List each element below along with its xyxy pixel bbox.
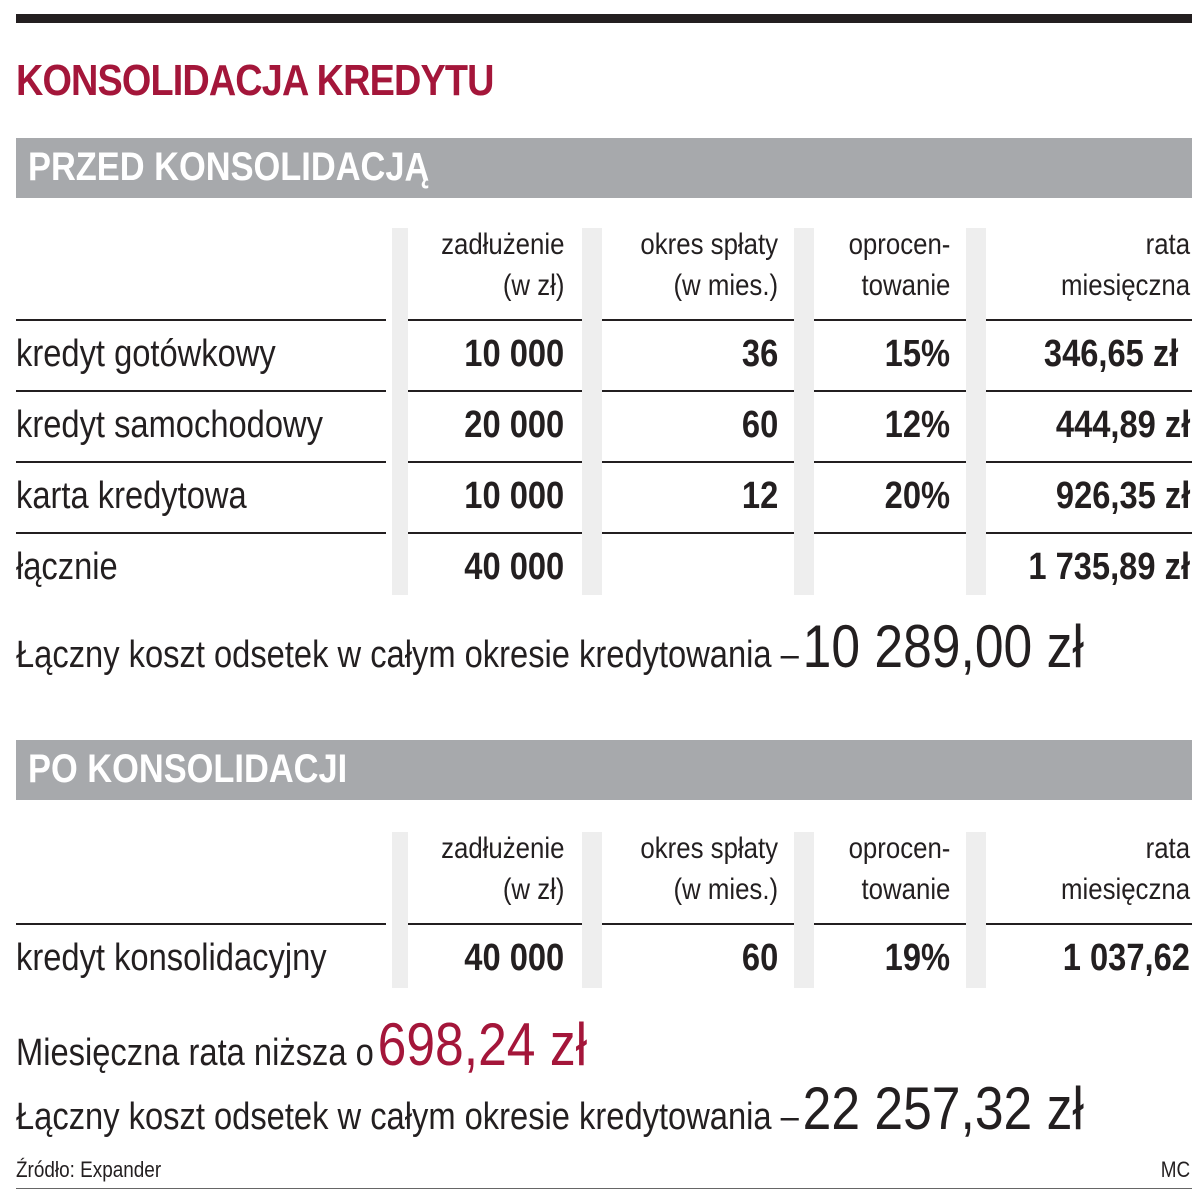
header-debt: zadłużenie (w zł) — [440, 832, 564, 906]
row-divider — [986, 390, 1192, 392]
column-gap-shade — [794, 228, 814, 595]
column-gap-shade — [582, 832, 602, 988]
row-divider — [602, 319, 794, 321]
header-term: okres spłaty (w mies.) — [640, 228, 778, 302]
row-divider — [16, 319, 386, 321]
cell-term: 12 — [741, 475, 778, 517]
row-divider — [602, 461, 794, 463]
cell-installment: 444,89 zł — [1055, 404, 1190, 446]
lower-rate-summary — [16, 1010, 587, 1079]
column-gap-shade — [966, 832, 986, 988]
cell-debt: 10 000 — [464, 475, 564, 517]
row-divider — [986, 461, 1192, 463]
row-divider — [408, 390, 582, 392]
interest-summary-before — [16, 612, 1084, 681]
column-gap-shade — [392, 832, 408, 988]
cell-installment: 926,35 zł — [1055, 475, 1190, 517]
lower-rate-value: 698,24 zł — [377, 1011, 588, 1078]
row-divider — [986, 532, 1192, 534]
cell-debt: 10 000 — [464, 333, 564, 375]
author-initials: MC — [1160, 1157, 1190, 1182]
row-divider — [814, 319, 966, 321]
cell-term: 36 — [741, 333, 778, 375]
row-label-cash-loan: kredyt gotówkowy — [16, 333, 276, 375]
row-divider — [16, 461, 386, 463]
interest-value: 10 289,00 zł — [802, 613, 1084, 680]
row-divider — [814, 923, 966, 925]
row-divider — [602, 390, 794, 392]
cell-term: 60 — [741, 937, 778, 979]
cell-total-installment: 1 735,89 zł — [1028, 546, 1190, 588]
cell-total-debt: 40 000 — [464, 546, 564, 588]
row-divider — [16, 923, 386, 925]
row-label-total: łącznie — [16, 546, 118, 588]
lower-rate-label: Miesięczna rata niższa o — [16, 1032, 374, 1074]
row-divider — [16, 532, 386, 534]
section-header-after — [16, 740, 1192, 800]
top-rule — [16, 14, 1192, 23]
interest-label: Łączny koszt odsetek w całym okresie kredytowania – — [16, 634, 799, 676]
row-divider — [408, 532, 582, 534]
row-divider — [986, 319, 1192, 321]
row-divider — [602, 923, 794, 925]
header-rate: oprocen- towanie — [848, 832, 950, 906]
section-title-before: PRZED KONSOLIDACJĄ — [28, 145, 430, 189]
section-title-after: PO KONSOLIDACJI — [28, 747, 348, 791]
interest-label: Łączny koszt odsetek w całym okresie kredytowania – — [16, 1096, 799, 1138]
cell-debt: 20 000 — [464, 404, 564, 446]
row-divider — [814, 532, 966, 534]
row-label-credit-card: karta kredytowa — [16, 475, 247, 517]
header-installment: rata miesięczna — [1060, 228, 1190, 302]
section-header-before — [16, 138, 1192, 198]
header-term: okres spłaty (w mies.) — [640, 832, 778, 906]
source-note: Źródło: Expander — [16, 1157, 162, 1182]
cell-debt: 40 000 — [464, 937, 564, 979]
cell-rate: 20% — [884, 475, 950, 517]
row-divider — [814, 461, 966, 463]
cell-term: 60 — [741, 404, 778, 446]
cell-installment: 346,65 zł — [1043, 333, 1178, 375]
cell-installment: 1 037,62 — [1062, 937, 1190, 979]
header-installment: rata miesięczna — [1060, 832, 1190, 906]
row-label-consolidation-loan: kredyt konsolidacyjny — [16, 937, 327, 979]
interest-summary-after — [16, 1074, 1084, 1143]
row-divider — [16, 390, 386, 392]
column-gap-shade — [966, 228, 986, 595]
bottom-rule — [16, 1188, 1192, 1189]
column-gap-shade — [392, 228, 408, 595]
cell-rate: 19% — [884, 937, 950, 979]
page-title: KONSOLIDACJA KREDYTU — [16, 56, 494, 105]
row-divider — [986, 923, 1192, 925]
header-rate: oprocen- towanie — [848, 228, 950, 302]
row-divider — [814, 390, 966, 392]
row-divider — [408, 923, 582, 925]
header-debt: zadłużenie (w zł) — [440, 228, 564, 302]
cell-rate: 15% — [884, 333, 950, 375]
interest-value: 22 257,32 zł — [802, 1075, 1084, 1142]
row-divider — [408, 461, 582, 463]
row-label-car-loan: kredyt samochodowy — [16, 404, 323, 446]
row-divider — [408, 319, 582, 321]
column-gap-shade — [582, 228, 602, 595]
column-gap-shade — [794, 832, 814, 988]
cell-rate: 12% — [884, 404, 950, 446]
row-divider — [602, 532, 794, 534]
